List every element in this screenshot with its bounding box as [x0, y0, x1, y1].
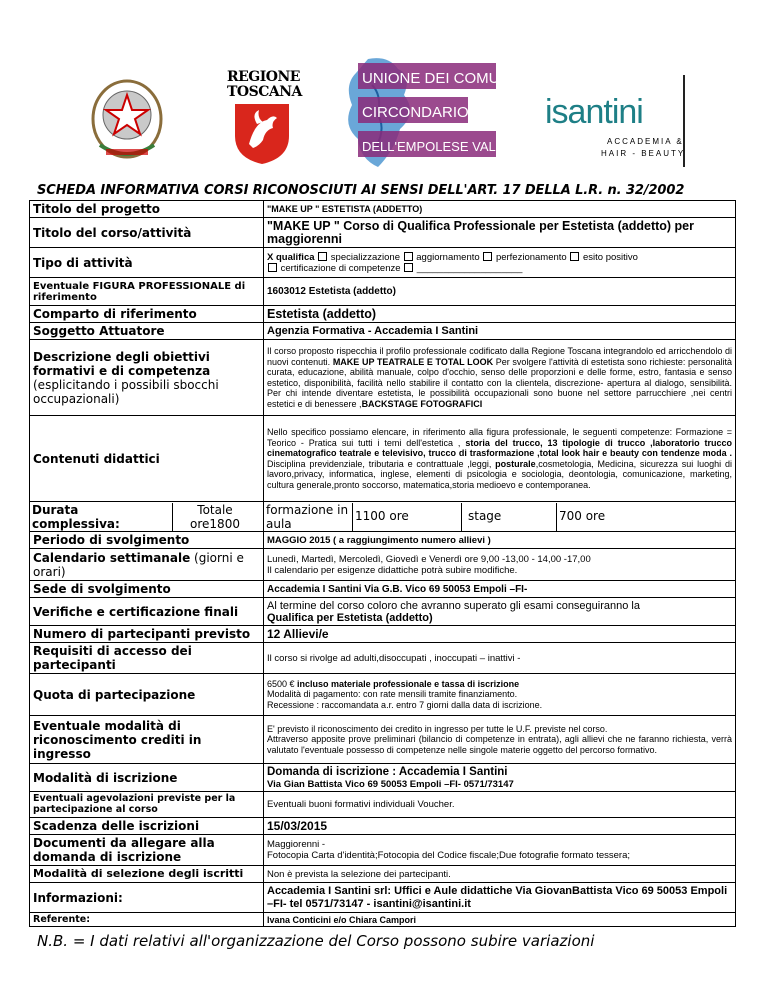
label-crediti: Eventuale modalità di riconoscimento crediti in ingresso [33, 718, 202, 761]
crediti-line1: E' previsto il riconoscimento dei credito in ingresso per tutte le U.F. previste nel corso. [267, 723, 608, 734]
iscrizione-line2: Via Gian Battista Vico 69 50053 Empoli –FI- 0571/73147 [267, 778, 514, 790]
unione-comuni-logo [338, 55, 539, 173]
row-titolo-progetto [30, 201, 736, 218]
value-soggetto: Agenzia Formativa - Accademia I Santini [267, 325, 479, 337]
italian-republic-emblem [88, 75, 166, 163]
opt-certificazione: certificazione di competenze [280, 262, 401, 274]
label-numero: Numero di partecipanti previsto [33, 627, 251, 641]
label-contenuti: Contenuti didattici [33, 451, 160, 466]
durata-formazione-label: formazione in aula [266, 502, 349, 531]
row-tipo-attivita [30, 248, 736, 278]
label-informazioni: Informazioni: [33, 890, 123, 905]
documenti-line1: Maggiorenni - [267, 839, 326, 850]
value-titolo-progetto: "MAKE UP " ESTETISTA (ADDETTO) [264, 201, 736, 218]
opt-perfezionamento: perfezionamento [495, 251, 567, 263]
row-agevolazioni [30, 792, 736, 818]
calendario-line1: Lunedì, Martedì, Mercoledì, Giovedì e Venerdì ore 9,00 -13,00 - 14,00 -17,00 [267, 553, 591, 565]
row-documenti [30, 835, 736, 866]
value-referente: Ivana Conticini e/o Chiara Campori [264, 913, 736, 927]
documenti-line2: Fotocopia Carta d'identità;Fotocopia del Codice fiscale;Due fotografie formato tessera; [267, 850, 631, 861]
durata-stage-value: 700 ore [556, 503, 735, 531]
label-tipo-attivita: Tipo di attività [33, 255, 133, 270]
descrizione-text2: Per svolgere l'attività di estetista sono richieste: personalità curata, educazione, abilità manuale, colpo d'occhio, senso delle proporzioni e delle forme, estro, fantasia e senso estetico, disponibilità, facilità nello stabilire il contatto con la clientela, discrezione- apertura al dialogo, sensibilità. Per chi intende diventare estetista, le possibilità occupazionali sono buone nel settore parrucchiere ,nei centri estetici e di benessere , [267, 356, 732, 409]
crediti-line2: Attraverso apposite prove preliminari (bilancio di competenze in entrata), agli allievi che ne faranno richiesta, verrà valutato l'eventuale possesso di competenze nelle singole materie oggetto del percorso formativo. [267, 734, 732, 755]
row-soggetto [30, 323, 736, 340]
value-periodo: MAGGIO 2015 ( a raggiungimento numero allievi ) [264, 532, 736, 549]
label-iscrizione: Modalità di iscrizione [33, 770, 178, 785]
unione-line3: DELL'EMPOLESE VALDELSA [362, 139, 539, 154]
descrizione-bold2: BACKSTAGE FOTOGRAFICI [361, 398, 483, 409]
row-selezione [30, 866, 736, 883]
label-requisiti: Requisiti di accesso dei partecipanti [33, 644, 192, 672]
row-comparto [30, 306, 736, 323]
descrizione-bold1: MAKE UP TEATRALE E TOTAL LOOK [332, 356, 494, 367]
accademia-santini-logo [545, 75, 690, 175]
iscrizione-line1: Domanda di iscrizione : Accademia I Santini [267, 765, 508, 778]
quota-line2: Modalità di pagamento: con rate mensili tramite finanziamento. [267, 689, 518, 700]
checkbox-icon [570, 252, 579, 261]
row-figura [30, 278, 736, 306]
contenuti-bold1: storia del trucco, 13 tipologie di trucco ,laboratorio trucco cinematografico teatrale e televisivo, trucco di trasformazione ,total look hair e beauty con tendenze moda . [267, 437, 732, 458]
regione-toscana-logo [227, 69, 302, 170]
descrizione-text1: Il corso proposto rispecchia il profilo professionale codificato dalla Regione Toscana integrandolo ed arricchendolo di nuovi contenuti. [267, 346, 732, 367]
quota-line3: Recessione : raccomandata a.r. entro 7 giorni dalla data di iscrizione. [267, 699, 543, 710]
label-referente: Referente: [33, 914, 91, 925]
regione-label: REGIONE [227, 69, 300, 85]
label-soggetto: Soggetto Attuatore [33, 324, 165, 338]
verifiche-line1: Al termine del corso coloro che avranno superato gli esami conseguiranno la [267, 599, 640, 612]
verifiche-line2: Qualifica per Estetista (addetto) [267, 611, 433, 624]
logo-bar [0, 55, 768, 165]
label-titolo-progetto: Titolo del progetto [33, 202, 161, 216]
row-crediti [30, 716, 736, 764]
label-agevolazioni: Eventuali agevolazioni previste per la partecipazione al corso [33, 793, 236, 815]
label-periodo: Periodo di svolgimento [33, 533, 190, 547]
checkbox-icon [404, 263, 413, 272]
row-sede [30, 581, 736, 598]
toscana-label: TOSCANA [227, 84, 302, 100]
value-selezione: Non è prevista la selezione dei partecipanti. [264, 866, 736, 883]
label-figura: Eventuale FIGURA PROFESSIONALE di riferimento [33, 280, 246, 303]
row-requisiti [30, 643, 736, 674]
row-calendario [30, 549, 736, 581]
value-numero: 12 Allievi/e [264, 626, 736, 643]
value-sede: Accademia I Santini Via G.B. Vico 69 50053 Empoli –FI- [264, 581, 736, 598]
value-informazioni: Accademia I Santini srl: Uffici e Aule didattiche Via GiovanBattista Vico 69 50053 Empoli –FI- tel 0571/73147 - isantini@isantini.it [264, 883, 736, 913]
label-scadenza: Scadenza delle iscrizioni [33, 819, 200, 833]
value-agevolazioni: Eventuali buoni formativi individuali Voucher. [264, 792, 736, 818]
row-numero [30, 626, 736, 643]
row-durata [30, 502, 736, 532]
checkbox-icon [268, 263, 277, 272]
row-periodo [30, 532, 736, 549]
calendario-line2: Il calendario per esigenze didattiche potrà subire modifiche. [267, 564, 518, 576]
row-verifiche [30, 598, 736, 626]
unione-line1: UNIONE DEI COMUNI [362, 70, 515, 87]
label-comparto: Comparto di riferimento [33, 307, 197, 321]
opt-qualifica: X qualifica [267, 251, 315, 263]
label-calendario: Calendario settimanale [33, 550, 191, 565]
label-descrizione-note: (esplicitando i possibili sbocchi occupazionali) [33, 377, 219, 406]
santini-sub2: HAIR - BEAUTY [601, 149, 686, 158]
checkbox-icon [483, 252, 492, 261]
row-descrizione [30, 340, 736, 416]
pegasus-shield-icon [227, 100, 297, 166]
santini-sub1: ACCADEMIA & [607, 137, 684, 146]
label-selezione: Modalità di selezione degli iscritti [33, 867, 244, 880]
label-calendario-note: (giorni e orari) [33, 550, 244, 579]
value-requisiti: Il corso si rivolge ad adulti,disoccupati , inoccupati – inattivi - [264, 643, 736, 674]
row-informazioni [30, 883, 736, 913]
opt-esito-positivo: esito positivo [583, 251, 638, 263]
quota-amount: 6500 € [267, 678, 295, 689]
row-referente [30, 913, 736, 927]
durata-totale-value: ore1800 [190, 516, 240, 531]
label-sede: Sede di svolgimento [33, 582, 171, 596]
label-quota: Quota di partecipazione [33, 687, 196, 702]
opt-aggiornamento: aggiornamento [416, 251, 480, 263]
document-title: SCHEDA INFORMATIVA CORSI RICONOSCIUTI AI SENSI DELL'ART. 17 DELLA L.R. n. 32/2002 [37, 183, 685, 198]
course-info-table [29, 200, 736, 927]
row-quota [30, 674, 736, 716]
contenuti-text2: Disciplina previdenziale, tributaria e contrattuale ,leggi, [267, 458, 492, 469]
contenuti-text1: Nello specifico possiamo elencare, in riferimento alla figura professionale, le seguenti competenze: Formazione = Teorico - Pratica sui tutti i temi dell'estetica , [267, 427, 732, 448]
label-descrizione: Descrizione degli obiettivi formativi e di competenza [33, 349, 211, 378]
durata-formazione-value: 1100 ore [352, 503, 461, 531]
label-titolo-corso: Titolo del corso/attività [33, 225, 192, 240]
value-comparto: Estetista (addetto) [267, 306, 377, 321]
checkbox-icon [318, 252, 327, 261]
label-documenti: Documenti da allegare alla domanda di iscrizione [33, 836, 215, 864]
label-durata: Durata complessiva: [32, 502, 120, 531]
durata-totale-label: Totale [197, 502, 233, 517]
value-figura: 1603012 Estetista (addetto) [264, 278, 736, 306]
row-iscrizione [30, 764, 736, 792]
footer-note: N.B. = I dati relativi all'organizzazione del Corso possono subire variazioni [37, 932, 595, 950]
durata-stage-label: stage [461, 503, 556, 531]
label-verifiche: Verifiche e certificazione finali [33, 604, 239, 619]
unione-line2: CIRCONDARIO [362, 104, 469, 121]
checkbox-icon [404, 252, 413, 261]
contenuti-bold2: posturale [495, 458, 536, 469]
value-scadenza: 15/03/2015 [264, 818, 736, 835]
opt-specializzazione: specializzazione [330, 251, 400, 263]
row-contenuti [30, 416, 736, 502]
row-titolo-corso [30, 218, 736, 248]
opt-blank: ____________________ [416, 262, 523, 274]
row-scadenza [30, 818, 736, 835]
value-titolo-corso: "MAKE UP " Corso di Qualifica Professionale per Estetista (addetto) per maggiorenni [267, 218, 694, 246]
quota-included: incluso materiale professionale e tassa di iscrizione [297, 678, 520, 689]
contenuti-text3: ,cosmetologia, Medicina, sicurezza sui luoghi di lavoro,privacy, informatica, inglese, elementi di psicologia e sociologia, deontologia, comunicazione, marketing, cultura generale,pronto soccorso, matematica,storia medioevo e contemporanea. [267, 458, 732, 490]
santini-wordmark: isantini [545, 93, 643, 131]
